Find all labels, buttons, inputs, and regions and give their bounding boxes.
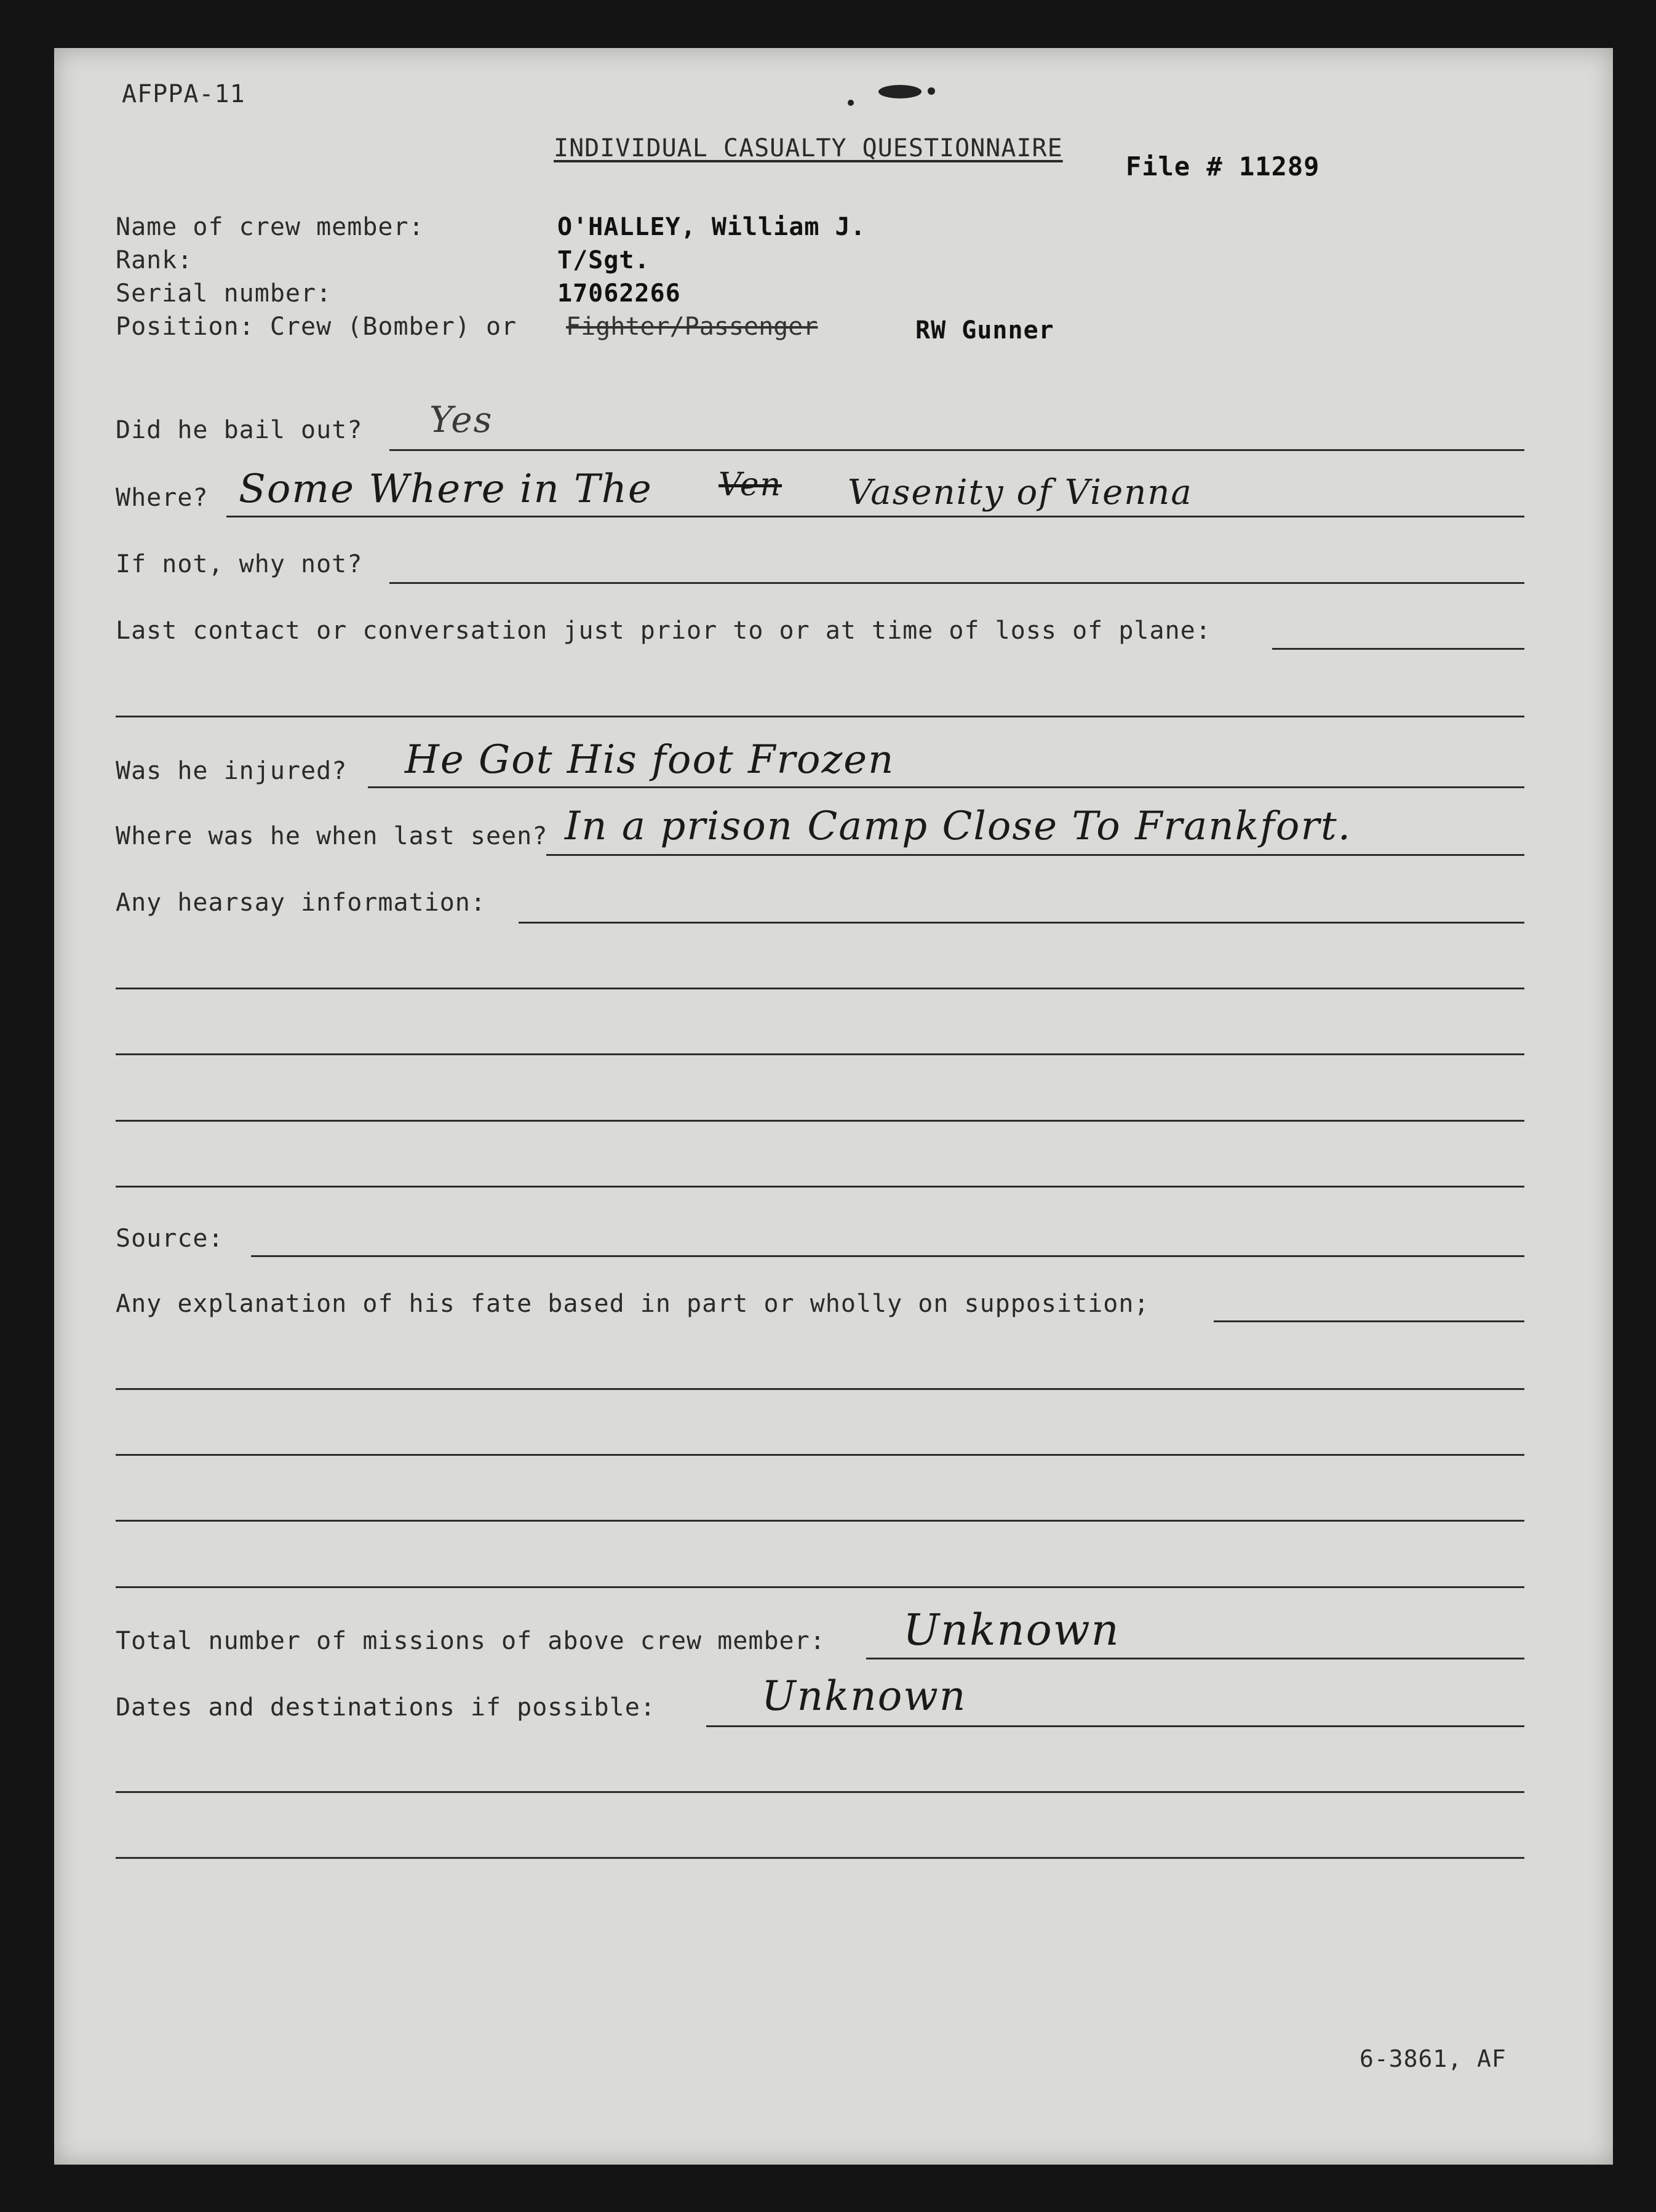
injured-line: [368, 786, 1524, 788]
contact-line-1: [1272, 648, 1524, 650]
hearsay-label: Any hearsay information:: [116, 888, 486, 917]
ink-smudge: [878, 85, 922, 98]
ink-speck: [928, 87, 935, 95]
hearsay-line-1: [519, 922, 1524, 924]
explanation-line-1: [1214, 1320, 1524, 1322]
position-label: Position: Crew (Bomber) or: [116, 313, 517, 341]
lastseen-answer: In a prison Camp Close To Frankfort.: [565, 804, 1352, 849]
ifnot-line: [389, 582, 1524, 584]
lastseen-label: Where was he when last seen?: [116, 822, 548, 850]
where-label: Where?: [116, 484, 209, 512]
position-value: RW Gunner: [915, 316, 1054, 345]
dates-line-3: [116, 1857, 1524, 1859]
rank-value: T/Sgt.: [557, 246, 650, 274]
form-title: INDIVIDUAL CASUALTY QUESTIONNAIRE: [554, 134, 1063, 162]
missions-line: [866, 1658, 1524, 1659]
serial-label: Serial number:: [116, 279, 332, 308]
contact-label: Last contact or conversation just prior to or at time of loss of plane:: [116, 617, 1211, 645]
bail-answer: Yes: [429, 399, 493, 441]
form-id: AFPPA-11: [122, 80, 245, 108]
file-number: File # 11289: [1126, 151, 1320, 182]
contact-line-2: [116, 716, 1524, 717]
hearsay-line-4: [116, 1120, 1524, 1122]
explanation-line-3: [116, 1454, 1524, 1456]
position-struck-text: Fighter/Passenger: [566, 313, 818, 341]
dates-answer: Unknown: [762, 1672, 967, 1720]
explanation-label: Any explanation of his fate based in part or wholly on supposition;: [116, 1290, 1150, 1318]
dates-line-2: [116, 1791, 1524, 1793]
form-page: [54, 48, 1613, 2165]
hearsay-line-5: [116, 1186, 1524, 1188]
dates-line-1: [706, 1725, 1524, 1727]
ink-speck: [848, 100, 854, 106]
explanation-line-5: [116, 1586, 1524, 1588]
serial-value: 17062266: [557, 279, 681, 308]
where-answer-a: Some Where in The: [239, 466, 653, 512]
explanation-line-2: [116, 1388, 1524, 1390]
rank-label: Rank:: [116, 246, 193, 274]
where-answer-b: Vasenity of Vienna: [848, 473, 1193, 513]
ifnot-label: If not, why not?: [116, 550, 363, 578]
source-label: Source:: [116, 1224, 224, 1253]
name-label: Name of crew member:: [116, 213, 424, 241]
injured-answer: He Got His foot Frozen: [405, 737, 895, 783]
missions-label: Total number of missions of above crew member:: [116, 1627, 826, 1655]
bail-label: Did he bail out?: [116, 416, 363, 444]
bail-line: [389, 449, 1524, 451]
where-struck: Ven: [719, 466, 782, 503]
hearsay-line-2: [116, 988, 1524, 989]
where-line: [226, 516, 1524, 517]
name-value: O'HALLEY, William J.: [557, 213, 866, 241]
explanation-line-4: [116, 1520, 1524, 1522]
injured-label: Was he injured?: [116, 757, 348, 785]
missions-answer: Unknown: [903, 1605, 1120, 1655]
source-line: [251, 1255, 1524, 1257]
lastseen-line: [546, 854, 1524, 856]
footer-form-code: 6-3861, AF: [1359, 2045, 1507, 2072]
dates-label: Dates and destinations if possible:: [116, 1693, 656, 1722]
hearsay-line-3: [116, 1053, 1524, 1055]
